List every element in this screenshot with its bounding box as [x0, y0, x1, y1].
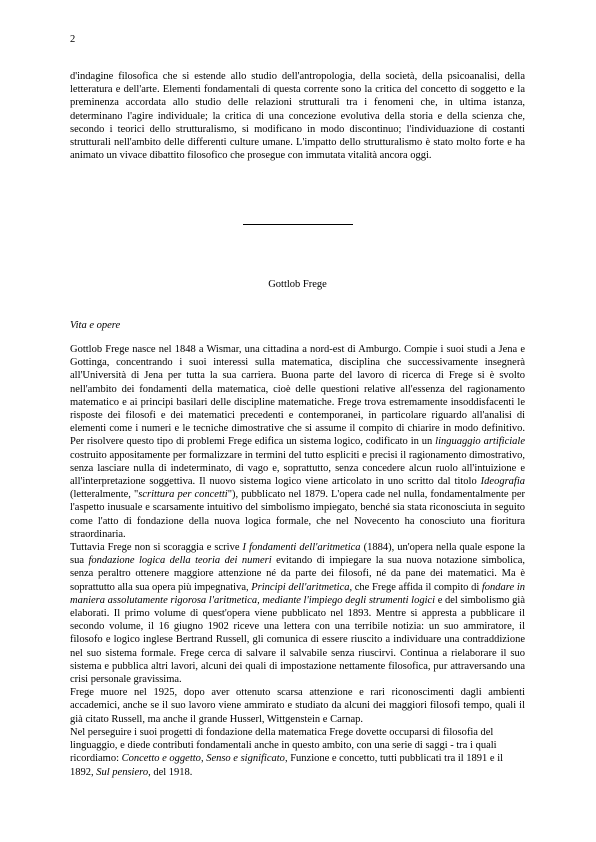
p2-text: Tuttavia Frege non si scoraggia e scrive	[70, 542, 243, 554]
p4-text: ,	[200, 753, 207, 765]
p2-text: , che Frege affida il compito di	[349, 581, 482, 593]
p1-text: (letteralmente, "	[70, 489, 139, 501]
p2-text: evitando di impiegare la sua nuova notazione simbolica, senza peraltro ottenere maggiore attenzione né da parte dei filosofi, né da pane dei matematici. Ma è soprattutto alla sua opera più impegnativa,	[70, 555, 526, 593]
p4-work-title: Sul pensiero	[96, 766, 149, 778]
p1-text: costruito appositamente per formalizzare in termini del tutto espliciti e precisi il ragionamento dimostrativo, senza lasciare nulla di indeterminato, di vago e, soprattutto, senza concedere alcun ruolo all'intuizione e all'interpretazione soggettiva. Il nuovo sistema logico viene articolato in uno scritto dal titolo	[70, 449, 525, 488]
paragraph-language-philosophy	[70, 726, 525, 779]
p2-text: (1884), un'opera nella quale espone la sua	[70, 542, 525, 567]
p1-work-title: Ideografia	[480, 476, 525, 488]
section-separator-line	[243, 224, 353, 225]
p4-text: , del 1918.	[148, 766, 193, 778]
p2-work-title: I fondamenti dell'aritmetica	[242, 542, 361, 554]
paragraph-death: Frege muore nel 1925, dopo aver ottenuto scarsa attenzione e rari riconoscimenti dagli ambienti accademici, anche se il suo lavoro viene ammirato e studiato da alcuni dei maggiori filosofi tempo, quali il già citato Russell, ma anche il grande Husserl, Wittgenstein e Carnap.	[70, 687, 525, 725]
p4-work-title: Senso e significato	[206, 753, 285, 765]
p1-italic-term: linguaggio artificiale	[435, 436, 525, 448]
intro-paragraph	[70, 70, 525, 162]
paragraph-biography	[70, 343, 525, 541]
intro-paragraph-text: d'indagine filosofica che si estende allo studio dell'antropologia, della società, della psicoanalisi, della letteratura e dell'arte. Elementi fondamentali di questa corrente sono la critica del concetto di soggetto e la preminenza accordata allo studio delle relazioni strutturali tra i fenomeni che, in ultima istanza, determinano l'agire individuale; la critica di una concezione evolutiva della storia e della scienza che, secondo i teorici dello strutturalismo, si modificano in modo discontinuo; l'individuazione di costanti strutturali nell'ambito delle differenti culture umane. L'impatto dello strutturalismo è stato molto forte e ha animato un vivace dibattito filosofico che prosegue con immutata vitalità ancora oggi.	[70, 71, 525, 162]
paragraph-works	[70, 541, 525, 686]
subsection-title: Vita e opere	[70, 320, 121, 331]
section-title: Gottlob Frege	[268, 279, 327, 290]
page-number: 2	[70, 34, 76, 45]
p4-text: , Funzione e concetto, tutti pubblicati tra il 1891 e il 1892,	[70, 753, 504, 778]
p1-text: Gottlob Frege nasce nel 1848 a Wismar, una cittadina a nord-est di Amburgo. Compie i suoi studi a Jena e Gottinga, concentrando i suoi interessi sulla matematica, disciplina che successivamente insegnerà all'Università di Jena per tutta la sua carriera. Buona parte del lavoro di ricerca di Frege si è svolto nell'ambito dei fondamenti della matematica, cioè delle questioni relative all'essenza del ragionamento matematico e ai principi basilari delle discipline matematiche. Frege trova estremamente insoddisfacenti le risposte dei filosofi e dei matematici precedenti e contemporanei, in particolare riguardo all'analisi di elementi come i numeri e le tecniche dimostrative che si assume il compito di chiarire in modo definitivo. Per risolvere questo tipo di problemi Frege edifica un sistema logico, codificato in un	[70, 344, 525, 448]
p1-italic-term: scrittura per concetti	[138, 489, 228, 501]
article-body	[70, 343, 525, 779]
p1-text: "), pubblicato nel 1879. L'opera cade nel nulla, fondamentalmente per l'aspetto inusuale e scarsamente intuitivo del simbolismo impiegato, benché sia stata riconosciuta in seguito come l'atto di fondazione della nuova logica formale, che nel Novecento ha conosciuto una fioritura straordinaria.	[70, 489, 526, 540]
p2-text: e del simbolismo già elaborati. Il primo volume di quest'opera viene pubblicato nel 1893. Mentre si appresta a pubblicare il secondo volume, il 16 giugno 1902 riceve una lettera con una terribile notizia: un suo ammiratore, il filosofo e logico inglese Bertrand Russell, gli comunica di essere riuscito a individuare una contraddizione nel suo sistema formale. Frege cerca di salvare il salvabile senza riuscirvi. Continua a rielaborare il suo sistema e pubblica altri lavori, alcuni dei quali di impostazione nettamente filosofica, pur attraversando una crisi personale gravissima.	[70, 594, 525, 686]
p4-text: Nel perseguire i suoi progetti di fondazione della matematica Frege dovette occuparsi di filosofia del linguaggio, e diede contributi fondamentali anche in questo ambito, con una serie di saggi - tra i quali ricordiamo:	[70, 726, 497, 765]
p2-work-title: Principi dell'aritmetica	[251, 581, 350, 593]
p2-italic-term: fondazione logica della teoria dei numeri	[88, 555, 272, 567]
p4-work-title: Concetto e oggetto	[121, 753, 201, 765]
p2-italic-term: fondare in maniera assolutamente rigorosa l'aritmetica, mediante l'impiego degli strumenti logici	[70, 581, 525, 606]
